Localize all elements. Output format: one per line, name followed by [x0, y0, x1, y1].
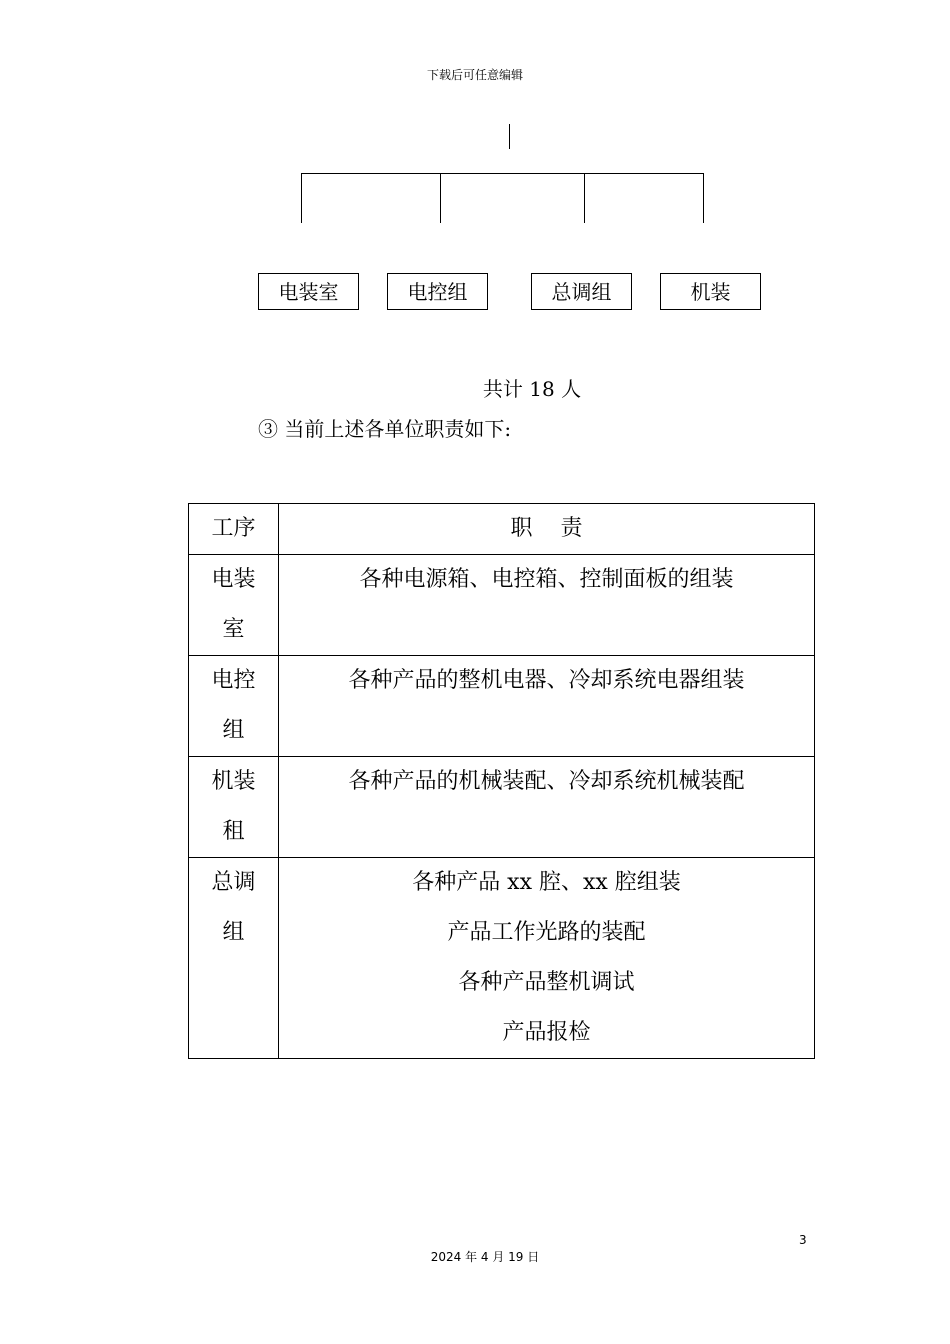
org-box-mechanical: 机装: [660, 273, 761, 310]
org-drop-line-1: [301, 173, 302, 223]
unit-cell: 机装 租: [189, 757, 279, 858]
header-duty: 职 责: [279, 504, 815, 555]
duty-line: 各种产品整机调试: [458, 970, 635, 995]
duty-line: 各种电源箱、电控箱、控制面板的组装: [359, 567, 734, 592]
duty-table: [188, 503, 815, 1059]
header-note: 下载后可任意编辑: [426, 68, 523, 82]
duty-line: 各种产品的整机电器、冷却系统电器组装: [348, 668, 745, 693]
total-count: 共计 18 人: [482, 377, 582, 401]
header-process: 工序: [189, 504, 279, 555]
duty-cell: [279, 757, 815, 858]
org-box-electric-control: 电控组: [387, 273, 488, 310]
table-row: [189, 555, 815, 656]
unit-cell: 电控 组: [189, 656, 279, 757]
footer-date: 2024 年 4 月 19 日: [430, 1250, 540, 1264]
duty-line: 各种产品的机械装配、冷却系统机械装配: [348, 769, 745, 794]
duty-cell: [279, 555, 815, 656]
duty-cell: [279, 656, 815, 757]
duty-line: 产品工作光路的装配: [447, 920, 646, 945]
org-box-general-debug: 总调组: [531, 273, 632, 310]
org-drop-line-2: [440, 173, 441, 223]
duty-line: 各种产品 xx 腔、xx 腔组装: [412, 870, 681, 895]
table-row: [189, 858, 815, 1059]
duty-cell: [279, 858, 815, 1059]
org-stem-line: [509, 124, 510, 149]
table-row: [189, 656, 815, 757]
intro-text: ③ 当前上述各单位职责如下:: [258, 417, 512, 441]
unit-cell: 电装 室: [189, 555, 279, 656]
org-box-electrical-room: 电装室: [258, 273, 359, 310]
org-drop-line-3: [584, 173, 585, 223]
unit-cell: 总调 组: [189, 858, 279, 1059]
table-row: [189, 757, 815, 858]
org-drop-line-4: [703, 173, 704, 223]
table-header-row: [189, 504, 815, 555]
org-branch-line: [301, 173, 704, 174]
duty-line: 产品报检: [502, 1020, 591, 1045]
page-number: 3: [799, 1233, 807, 1247]
